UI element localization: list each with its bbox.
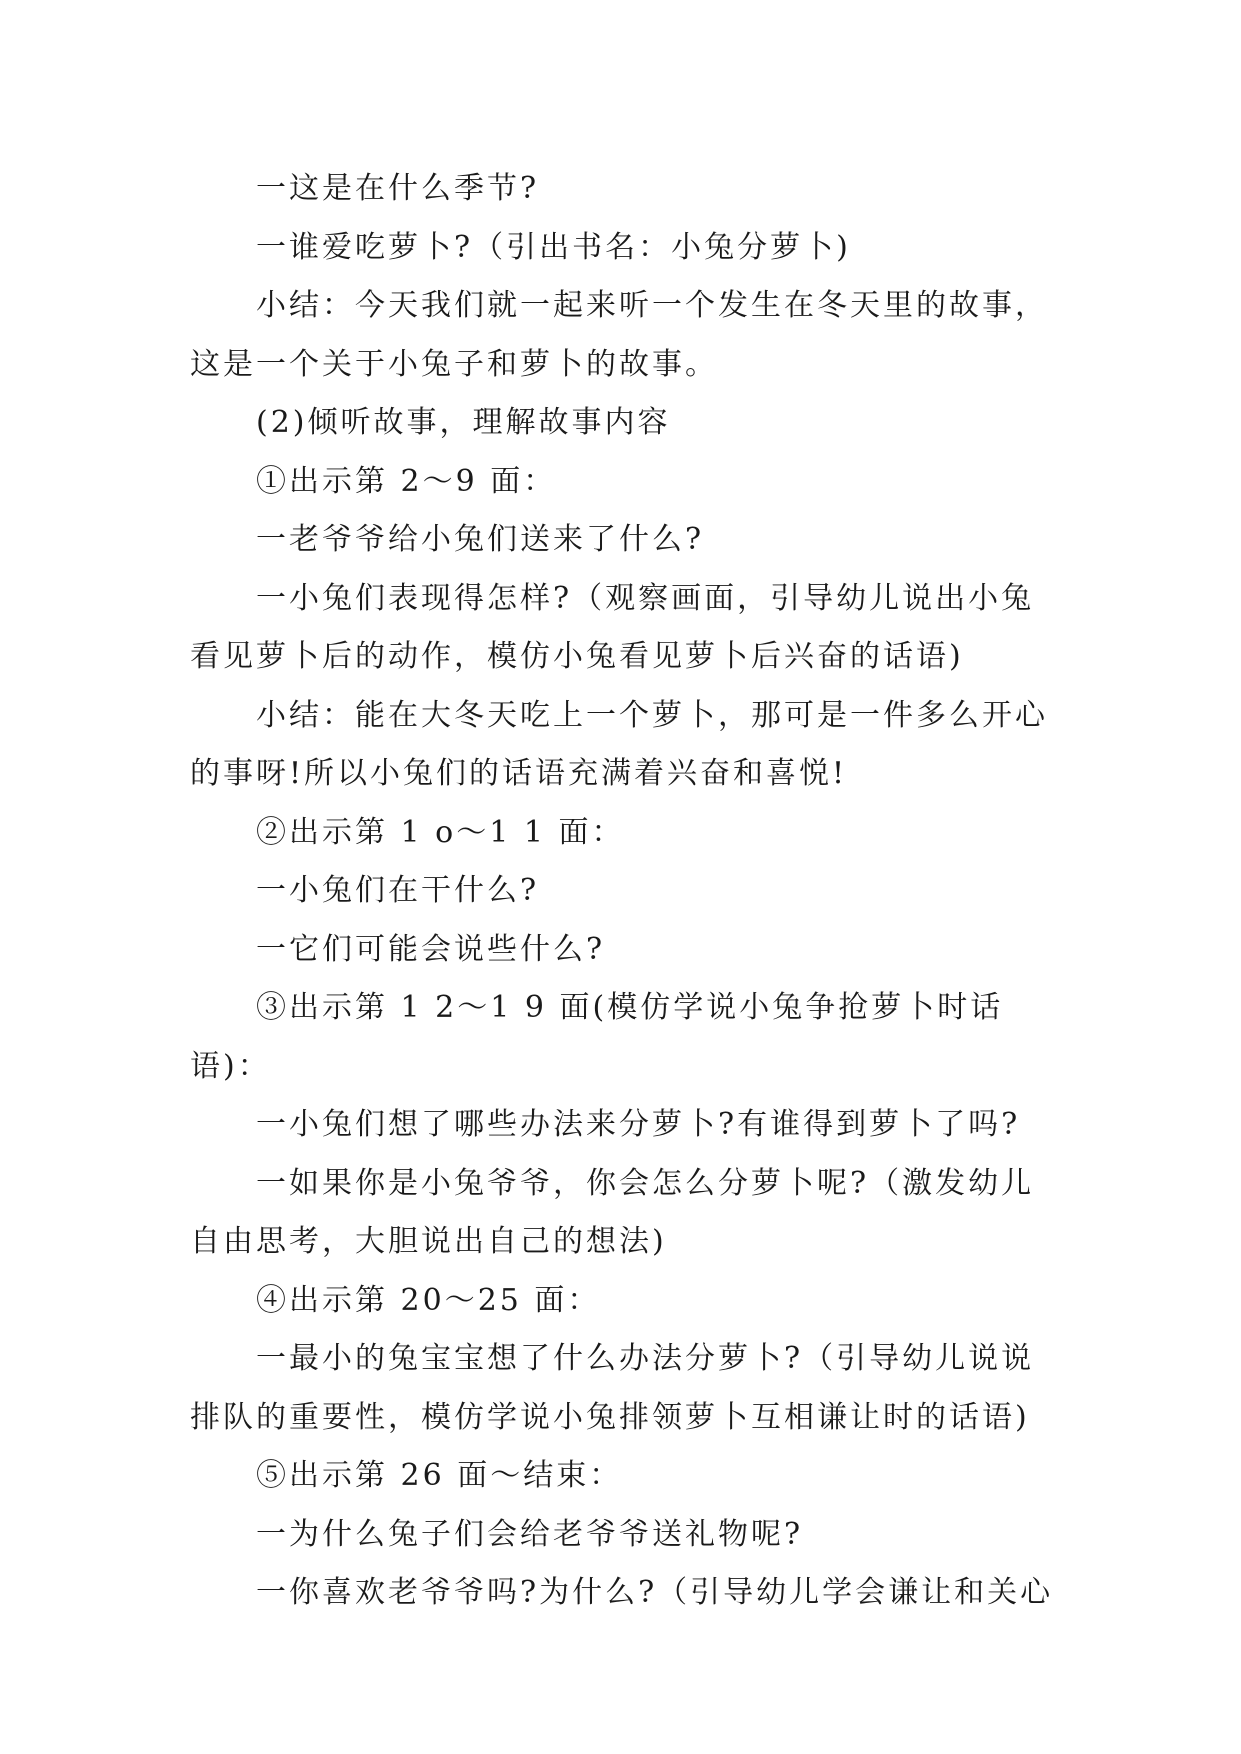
paragraph: 一最小的兔宝宝想了什么办法分萝卜?（引导幼儿说说排队的重要性，模仿学说小兔排领萝卜互相谦让时的话语) — [190, 1341, 1035, 1435]
paragraph: 一如果你是小兔爷爷，你会怎么分萝卜呢?（激发幼儿自由思考，大胆说出自己的想法) — [190, 1165, 1035, 1259]
paragraph: 一老爷爷给小兔们送来了什么? — [256, 522, 705, 557]
document-body — [190, 160, 1060, 1623]
paragraph: 一小兔们表现得怎样?（观察画面，引导幼儿说出小兔看见萝卜后的动作，模仿小兔看见萝卜后兴奋的话语) — [190, 580, 1035, 674]
paragraph: (2)倾听故事，理解故事内容 — [256, 405, 671, 440]
paragraph: 一这是在什么季节? — [256, 171, 540, 206]
paragraph: 一它们可能会说些什么? — [256, 931, 606, 967]
paragraph: 小结：能在大冬天吃上一个萝卜，那可是一件多么开心的事呀!所以小兔们的话语充满着兴奋和喜悦! — [190, 697, 1048, 791]
paragraph: ④出示第 20～25 面： — [256, 1282, 601, 1318]
paragraph: 一谁爱吃萝卜?（引出书名：小兔分萝卜) — [256, 229, 851, 265]
paragraph: ①出示第 2～9 面： — [256, 463, 557, 499]
paragraph: ⑤出示第 26 面～结束： — [256, 1458, 623, 1493]
paragraph: 小结：今天我们就一起来听一个发生在冬天里的故事，这是一个关于小兔子和萝卜的故事。 — [190, 288, 1048, 382]
paragraph: 一小兔们在干什么? — [256, 873, 540, 908]
paragraph: 一你喜欢老爷爷吗?为什么?（引导幼儿学会谦让和关心 — [256, 1575, 1054, 1610]
paragraph: 一为什么兔子们会给老爷爷送礼物呢? — [256, 1516, 804, 1552]
paragraph: ③出示第 1 2～1 9 面(模仿学说小兔争抢萝卜时话语)： — [190, 990, 1004, 1084]
paragraph: 一小兔们想了哪些办法来分萝卜?有谁得到萝卜了吗? — [256, 1107, 1021, 1142]
paragraph: ②出示第 1 o～1 1 面： — [256, 814, 625, 850]
